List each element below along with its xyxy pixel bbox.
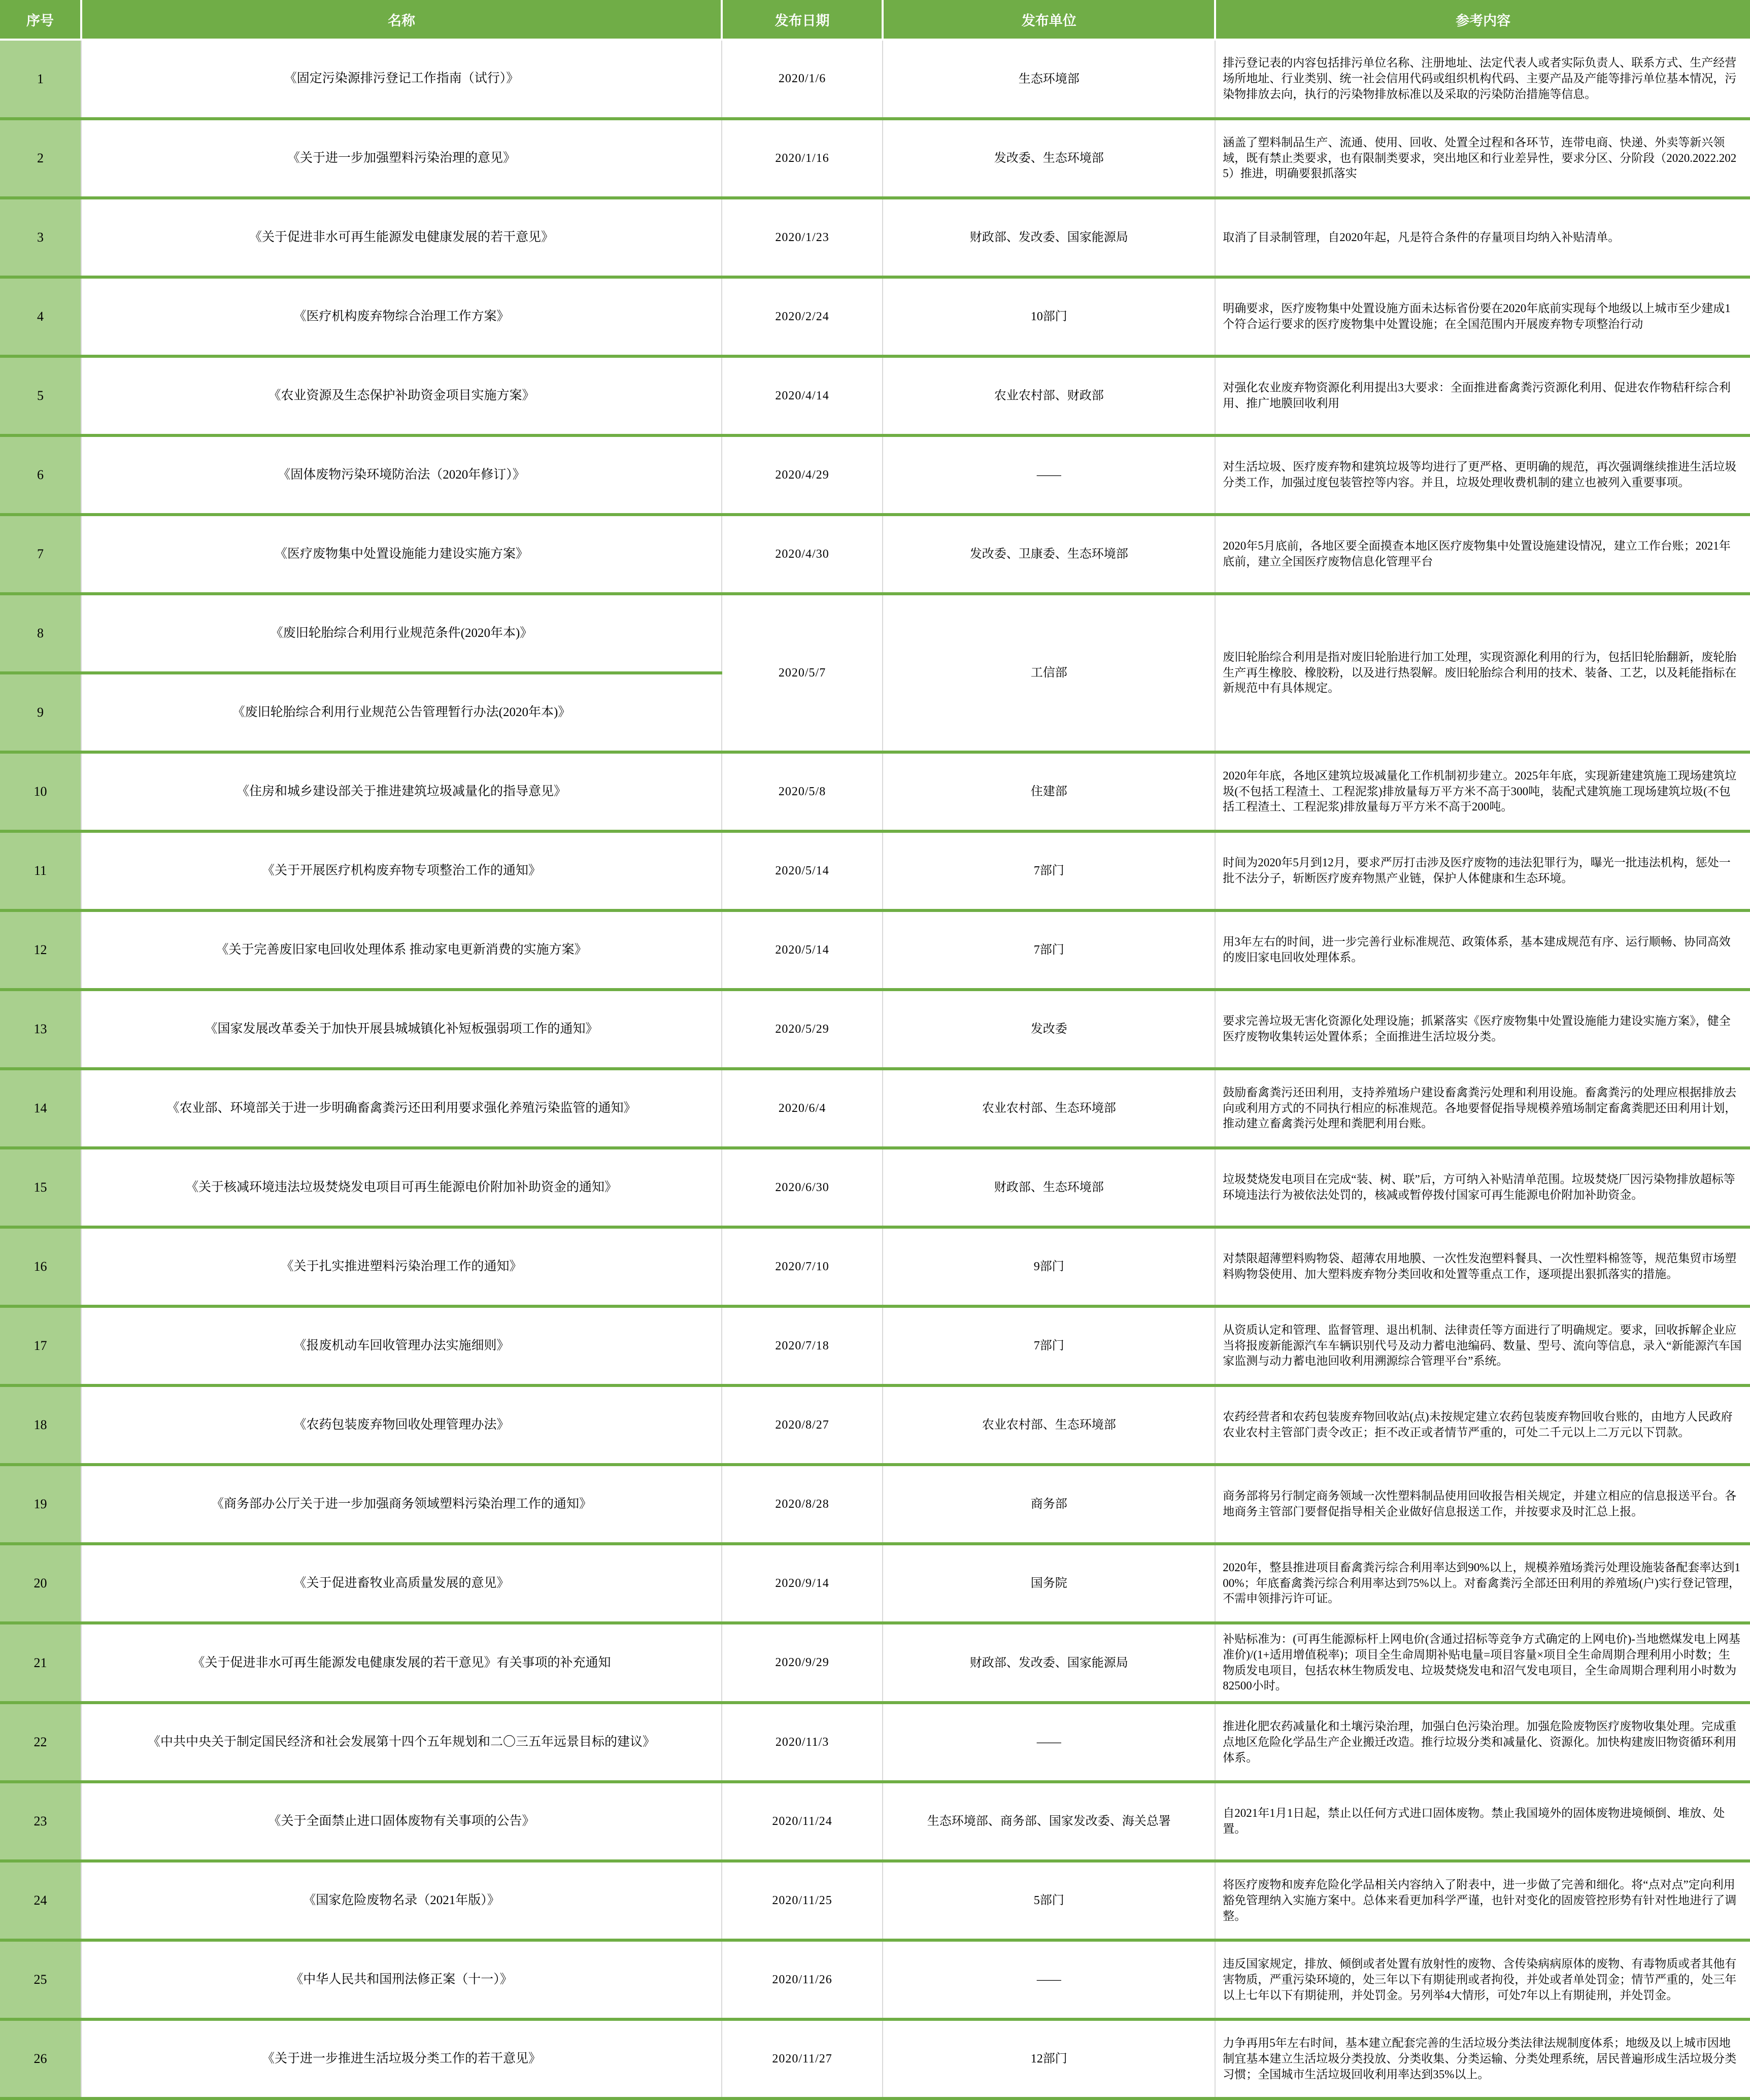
- table-row: [0, 1069, 1750, 1148]
- row-content-cell: 涵盖了塑料制品生产、流通、使用、回收、处置全过程和各环节，连带电商、快递、外卖等新兴领域，既有禁止类要求，也有限制类要求，突出地区和行业差异性，要求分区、分阶段（2020.2022.2025）推进，明确要狠抓落实: [1215, 119, 1750, 198]
- row-index-cell: 22: [0, 1703, 81, 1782]
- row-index-cell: 11: [0, 831, 81, 910]
- row-content-cell: 时间为2020年5月到12月，要求严厉打击涉及医疗废物的违法犯罪行为，曝光一批违法机构，惩处一批不法分子，斩断医疗废弃物黑产业链，保护人体健康和生态环境。: [1215, 831, 1750, 910]
- table-body: [0, 40, 1750, 2098]
- row-date-cell: 2020/9/29: [722, 1623, 883, 1703]
- row-name-cell: 《商务部办公厅关于进一步加强商务领域塑料污染治理工作的通知》: [81, 1465, 722, 1544]
- table-row: [0, 1940, 1750, 2019]
- row-unit-cell: 7部门: [883, 910, 1215, 990]
- row-date-cell: 2020/6/30: [722, 1148, 883, 1227]
- row-unit-cell: 发改委、生态环境部: [883, 119, 1215, 198]
- row-name-cell: 《废旧轮胎综合利用行业规范公告管理暂行办法(2020年本)》: [81, 673, 722, 752]
- row-unit-cell: 发改委、卫康委、生态环境部: [883, 515, 1215, 594]
- row-unit-cell: 9部门: [883, 1227, 1215, 1306]
- row-name-cell: 《报废机动车回收管理办法实施细则》: [81, 1306, 722, 1385]
- row-index-cell: 24: [0, 1861, 81, 1940]
- header-cell-unit: 发布单位: [883, 0, 1215, 40]
- row-date-cell: 2020/11/25: [722, 1861, 883, 1940]
- row-date-cell: 2020/5/14: [722, 831, 883, 910]
- row-date-cell: 2020/1/23: [722, 198, 883, 277]
- row-unit-cell: 财政部、发改委、国家能源局: [883, 1623, 1215, 1703]
- table-row: [0, 1703, 1750, 1782]
- table-row: [0, 356, 1750, 435]
- row-content-cell: 农药经营者和农药包装废弃物回收站(点)未按规定建立农药包装废弃物回收台账的，由地方人民政府农业农村主管部门责令改正；拒不改正或者情节严重的，可处二千元以上二万元以下罚款。: [1215, 1385, 1750, 1465]
- header-cell-name: 名称: [81, 0, 722, 40]
- row-unit-cell: 农业农村部、财政部: [883, 356, 1215, 435]
- row-content-cell: 推进化肥农药减量化和土壤污染治理，加强白色污染治理。加强危险废物医疗废物收集处理。完成重点地区危险化学品生产企业搬迁改造。推行垃圾分类和减量化、资源化。加快构建废旧物资循环利用体系。: [1215, 1703, 1750, 1782]
- row-index-cell: 19: [0, 1465, 81, 1544]
- row-index-cell: 12: [0, 910, 81, 990]
- row-index-cell: 9: [0, 673, 81, 752]
- row-name-cell: 《农药包装废弃物回收处理管理办法》: [81, 1385, 722, 1465]
- row-date-cell: 2020/1/6: [722, 40, 883, 119]
- row-index-cell: 23: [0, 1782, 81, 1861]
- row-name-cell: 《国家发展改革委关于加快开展县城城镇化补短板强弱项工作的通知》: [81, 990, 722, 1069]
- row-index-cell: 14: [0, 1069, 81, 1148]
- row-index-cell: 2: [0, 119, 81, 198]
- row-index-cell: 8: [0, 594, 81, 673]
- row-unit-cell: 农业农村部、生态环境部: [883, 1069, 1215, 1148]
- row-date-cell: 2020/5/14: [722, 910, 883, 990]
- row-content-cell: 垃圾焚烧发电项目在完成“装、树、联”后，方可纳入补贴清单范围。垃圾焚烧厂因污染物排放超标等环境违法行为被依法处罚的，核减或暂停拨付国家可再生能源电价附加补助资金。: [1215, 1148, 1750, 1227]
- row-date-cell: 2020/5/7: [722, 594, 883, 752]
- row-unit-cell: 10部门: [883, 277, 1215, 356]
- row-name-cell: 《关于全面禁止进口固体废物有关事项的公告》: [81, 1782, 722, 1861]
- row-date-cell: 2020/7/18: [722, 1306, 883, 1385]
- row-index-cell: 17: [0, 1306, 81, 1385]
- row-unit-cell: 财政部、发改委、国家能源局: [883, 198, 1215, 277]
- row-name-cell: 《住房和城乡建设部关于推进建筑垃圾减量化的指导意见》: [81, 752, 722, 831]
- row-name-cell: 《关于核减环境违法垃圾焚烧发电项目可再生能源电价附加补助资金的通知》: [81, 1148, 722, 1227]
- table-row: [0, 2019, 1750, 2098]
- table-row: [0, 752, 1750, 831]
- row-date-cell: 2020/5/8: [722, 752, 883, 831]
- row-content-cell: 从资质认定和管理、监督管理、退出机制、法律责任等方面进行了明确规定。要求，回收拆解企业应当将报废新能源汽车车辆识别代号及动力蓄电池编码、数量、型号、流向等信息，录入“新能源汽车国家监测与动力蓄电池回收利用溯源综合管理平台”系统。: [1215, 1306, 1750, 1385]
- row-unit-cell: 工信部: [883, 594, 1215, 752]
- table-row: [0, 1544, 1750, 1623]
- row-content-cell: 违反国家规定，排放、倾倒或者处置有放射性的废物、含传染病病原体的废物、有毒物质或者其他有害物质，严重污染环境的，处三年以下有期徒刑或者拘役，并处或者单处罚金；情节严重的，处三年以上七年以下有期徒刑，并处罚金。另列举4大情形，可处7年以上有期徒刑，并处罚金。: [1215, 1940, 1750, 2019]
- row-date-cell: 2020/11/3: [722, 1703, 883, 1782]
- row-date-cell: 2020/7/10: [722, 1227, 883, 1306]
- row-date-cell: 2020/4/30: [722, 515, 883, 594]
- row-index-cell: 4: [0, 277, 81, 356]
- row-date-cell: 2020/9/14: [722, 1544, 883, 1623]
- row-content-cell: 明确要求，医疗废物集中处置设施方面未达标省份要在2020年底前实现每个地级以上城市至少建成1个符合运行要求的医疗废物集中处置设施；在全国范围内开展废弃物专项整治行动: [1215, 277, 1750, 356]
- row-content-cell: 对强化农业废弃物资源化利用提出3大要求：全面推进畜禽粪污资源化利用、促进农作物秸秆综合利用、推广地膜回收利用: [1215, 356, 1750, 435]
- row-name-cell: 《固定污染源排污登记工作指南（试行）》: [81, 40, 722, 119]
- row-name-cell: 《关于扎实推进塑料污染治理工作的通知》: [81, 1227, 722, 1306]
- row-name-cell: 《中共中央关于制定国民经济和社会发展第十四个五年规划和二〇三五年远景目标的建议》: [81, 1703, 722, 1782]
- header-cell-index: 序号: [0, 0, 81, 40]
- table-row: [0, 1782, 1750, 1861]
- row-name-cell: 《关于进一步推进生活垃圾分类工作的若干意见》: [81, 2019, 722, 2098]
- row-unit-cell: ——: [883, 1940, 1215, 2019]
- row-unit-cell: 生态环境部、商务部、国家发改委、海关总署: [883, 1782, 1215, 1861]
- row-index-cell: 7: [0, 515, 81, 594]
- table-row: [0, 277, 1750, 356]
- table-row: [0, 990, 1750, 1069]
- row-content-cell: 2020年5月底前，各地区要全面摸查本地区医疗废物集中处置设施建设情况，建立工作台账；2021年底前，建立全国医疗废物信息化管理平台: [1215, 515, 1750, 594]
- row-date-cell: 2020/2/24: [722, 277, 883, 356]
- row-name-cell: 《关于促进畜牧业高质量发展的意见》: [81, 1544, 722, 1623]
- header-cell-content: 参考内容: [1215, 0, 1750, 40]
- table-row: [0, 1148, 1750, 1227]
- header-cell-date: 发布日期: [722, 0, 883, 40]
- row-index-cell: 5: [0, 356, 81, 435]
- row-content-cell: 将医疗废物和废弃危险化学品相关内容纳入了附表中，进一步做了完善和细化。将“点对点”定向利用豁免管理纳入实施方案中。总体来看更加科学严谨，也针对变化的固废管控形势有针对性地进行了调整。: [1215, 1861, 1750, 1940]
- row-unit-cell: 7部门: [883, 831, 1215, 910]
- row-date-cell: 2020/8/27: [722, 1385, 883, 1465]
- row-unit-cell: 住建部: [883, 752, 1215, 831]
- row-date-cell: 2020/4/14: [722, 356, 883, 435]
- row-date-cell: 2020/5/29: [722, 990, 883, 1069]
- row-date-cell: 2020/1/16: [722, 119, 883, 198]
- row-name-cell: 《关于完善废旧家电回收处理体系 推动家电更新消费的实施方案》: [81, 910, 722, 990]
- row-name-cell: 《医疗机构废弃物综合治理工作方案》: [81, 277, 722, 356]
- row-index-cell: 21: [0, 1623, 81, 1703]
- row-date-cell: 2020/11/24: [722, 1782, 883, 1861]
- row-content-cell: 要求完善垃圾无害化资源化处理设施；抓紧落实《医疗废物集中处置设施能力建设实施方案》，健全医疗废物收集转运处置体系；全面推进生活垃圾分类。: [1215, 990, 1750, 1069]
- row-name-cell: 《关于促进非水可再生能源发电健康发展的若干意见》有关事项的补充通知: [81, 1623, 722, 1703]
- row-content-cell: 自2021年1月1日起，禁止以任何方式进口固体废物。禁止我国境外的固体废物进境倾倒、堆放、处置。: [1215, 1782, 1750, 1861]
- row-unit-cell: 12部门: [883, 2019, 1215, 2098]
- table-row: [0, 594, 1750, 673]
- row-content-cell: 对禁限超薄塑料购物袋、超薄农用地膜、一次性发泡塑料餐具、一次性塑料棉签等，规范集贸市场塑料购物袋使用、加大塑料废弃物分类回收和处置等重点工作，逐项提出狠抓落实的措施。: [1215, 1227, 1750, 1306]
- row-unit-cell: 生态环境部: [883, 40, 1215, 119]
- table-row: [0, 1306, 1750, 1385]
- row-unit-cell: 商务部: [883, 1465, 1215, 1544]
- row-date-cell: 2020/6/4: [722, 1069, 883, 1148]
- row-index-cell: 25: [0, 1940, 81, 2019]
- header-row: [0, 0, 1750, 40]
- row-content-cell: 鼓励畜禽粪污还田利用，支持养殖场户建设畜禽粪污处理和利用设施。畜禽粪污的处理应根据排放去向或利用方式的不同执行相应的标准规范。各地要督促指导规模养殖场制定畜禽粪肥还田利用计划，推动建立畜禽粪污处理和粪肥利用台账。: [1215, 1069, 1750, 1148]
- row-name-cell: 《关于开展医疗机构废弃物专项整治工作的通知》: [81, 831, 722, 910]
- row-name-cell: 《中华人民共和国刑法修正案（十一）》: [81, 1940, 722, 2019]
- table-row: [0, 198, 1750, 277]
- table-row: [0, 40, 1750, 119]
- row-date-cell: 2020/8/28: [722, 1465, 883, 1544]
- row-index-cell: 10: [0, 752, 81, 831]
- row-index-cell: 13: [0, 990, 81, 1069]
- table-row: [0, 119, 1750, 198]
- row-index-cell: 1: [0, 40, 81, 119]
- row-content-cell: 取消了目录制管理，自2020年起，凡是符合条件的存量项目均纳入补贴清单。: [1215, 198, 1750, 277]
- row-date-cell: 2020/4/29: [722, 435, 883, 515]
- row-index-cell: 6: [0, 435, 81, 515]
- table-row: [0, 435, 1750, 515]
- row-name-cell: 《固体废物污染环境防治法（2020年修订）》: [81, 435, 722, 515]
- row-index-cell: 3: [0, 198, 81, 277]
- row-index-cell: 18: [0, 1385, 81, 1465]
- table-row: [0, 910, 1750, 990]
- row-unit-cell: 国务院: [883, 1544, 1215, 1623]
- row-unit-cell: 财政部、生态环境部: [883, 1148, 1215, 1227]
- row-index-cell: 16: [0, 1227, 81, 1306]
- table-row: [0, 515, 1750, 594]
- row-content-cell: 补贴标准为：(可再生能源标杆上网电价(含通过招标等竞争方式确定的上网电价)-当地燃煤发电上网基准价)/(1+适用增值税率)；项目全生命周期补贴电量=项目容量×项目全生命周期合理利用小时数；生物质发电项目，包括农林生物质发电、垃圾焚烧发电和沼气发电项目，全生命周期合理利用小时数为82500小时。: [1215, 1623, 1750, 1703]
- row-date-cell: 2020/11/26: [722, 1940, 883, 2019]
- row-content-cell: 2020年，整县推进项目畜禽粪污综合利用率达到90%以上，规模养殖场粪污处理设施装备配套率达到100%；年底畜禽粪污综合利用率达到75%以上。对畜禽粪污全部还田利用的养殖场(户)实行登记管理，不需申领排污许可证。: [1215, 1544, 1750, 1623]
- table-row: [0, 1861, 1750, 1940]
- row-unit-cell: ——: [883, 1703, 1215, 1782]
- row-unit-cell: ——: [883, 435, 1215, 515]
- row-name-cell: 《国家危险废物名录（2021年版）》: [81, 1861, 722, 1940]
- table-row: [0, 831, 1750, 910]
- row-content-cell: 力争再用5年左右时间，基本建立配套完善的生活垃圾分类法律法规制度体系；地级及以上城市因地制宜基本建立生活垃圾分类投放、分类收集、分类运输、分类处理系统，居民普遍形成生活垃圾分类习惯；全国城市生活垃圾回收利用率达到35%以上。: [1215, 2019, 1750, 2098]
- row-unit-cell: 5部门: [883, 1861, 1215, 1940]
- row-name-cell: 《关于促进非水可再生能源发电健康发展的若干意见》: [81, 198, 722, 277]
- table-row: [0, 1465, 1750, 1544]
- row-content-cell: 对生活垃圾、医疗废弃物和建筑垃圾等均进行了更严格、更明确的规范，再次强调继续推进生活垃圾分类工作，加强过度包装管控等内容。并且，垃圾处理收费机制的建立也被列入重要事项。: [1215, 435, 1750, 515]
- row-name-cell: 《农业资源及生态保护补助资金项目实施方案》: [81, 356, 722, 435]
- row-content-cell: 商务部将另行制定商务领域一次性塑料制品使用回收报告相关规定，并建立相应的信息报送平台。各地商务主管部门要督促指导相关企业做好信息报送工作，并按要求及时汇总上报。: [1215, 1465, 1750, 1544]
- row-name-cell: 《农业部、环境部关于进一步明确畜禽粪污还田利用要求强化养殖污染监管的通知》: [81, 1069, 722, 1148]
- table-row: [0, 1227, 1750, 1306]
- row-index-cell: 15: [0, 1148, 81, 1227]
- row-index-cell: 26: [0, 2019, 81, 2098]
- row-index-cell: 20: [0, 1544, 81, 1623]
- row-date-cell: 2020/11/27: [722, 2019, 883, 2098]
- row-unit-cell: 农业农村部、生态环境部: [883, 1385, 1215, 1465]
- row-name-cell: 《废旧轮胎综合利用行业规范条件(2020年本)》: [81, 594, 722, 673]
- table-row: [0, 1623, 1750, 1703]
- row-name-cell: 《关于进一步加强塑料污染治理的意见》: [81, 119, 722, 198]
- row-content-cell: 用3年左右的时间，进一步完善行业标准规范、政策体系，基本建成规范有序、运行顺畅、协同高效的废旧家电回收处理体系。: [1215, 910, 1750, 990]
- row-unit-cell: 7部门: [883, 1306, 1215, 1385]
- row-name-cell: 《医疗废物集中处置设施能力建设实施方案》: [81, 515, 722, 594]
- row-content-cell: 2020年年底，各地区建筑垃圾减量化工作机制初步建立。2025年年底，实现新建建筑施工现场建筑垃圾(不包括工程渣土、工程泥浆)排放量每万平方米不高于300吨，装配式建筑施工现场建筑垃圾(不包括工程渣土、工程泥浆)排放量每万平方米不高于200吨。: [1215, 752, 1750, 831]
- row-content-cell: 排污登记表的内容包括排污单位名称、注册地址、法定代表人或者实际负责人、联系方式、生产经营场所地址、行业类别、统一社会信用代码或组织机构代码、主要产品及产能等排污单位基本情况，污染物排放去向，执行的污染物排放标准以及采取的污染防治措施等信息。: [1215, 40, 1750, 119]
- table-row: [0, 1385, 1750, 1465]
- row-content-cell: 废旧轮胎综合利用是指对废旧轮胎进行加工处理，实现资源化利用的行为，包括旧轮胎翻新，废轮胎生产再生橡胶、橡胶粉，以及进行热裂解。废旧轮胎综合利用的技术、装备、工艺，以及耗能指标在新规范中有具体规定。: [1215, 594, 1750, 752]
- row-unit-cell: 发改委: [883, 990, 1215, 1069]
